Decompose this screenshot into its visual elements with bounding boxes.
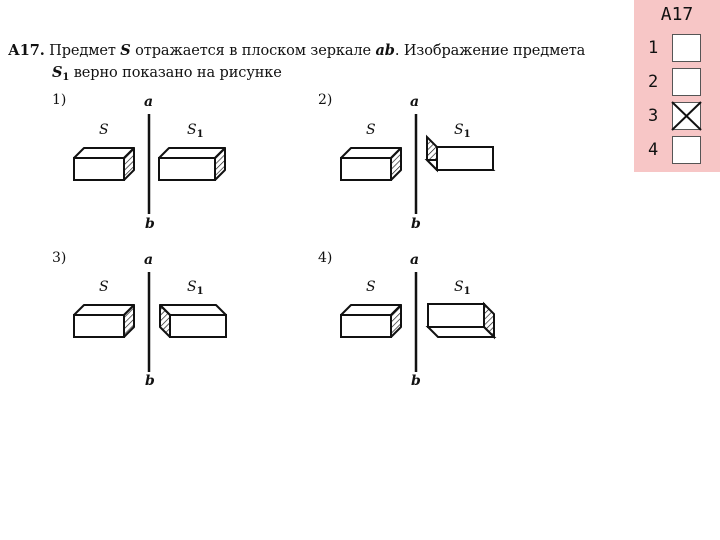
option-3-label-s: S	[99, 279, 109, 295]
answer-option-1[interactable]	[640, 34, 720, 64]
option-4-image-front	[428, 304, 484, 327]
option-3-object-front	[74, 315, 124, 337]
option-3-label-s1	[187, 279, 204, 297]
option-4-number: 4)	[318, 250, 333, 266]
answer-option-label: 2	[648, 72, 659, 92]
label-subscript: 1	[463, 286, 471, 297]
cross-mark-icon	[670, 100, 703, 132]
question-number: А17.	[8, 42, 45, 59]
option-2-number: 2)	[318, 92, 333, 108]
option-4-image-bottom	[428, 327, 494, 337]
option-4-mirror-a: a	[410, 252, 420, 268]
symbol-ab: ab	[375, 42, 395, 59]
answer-checkbox-4[interactable]	[672, 136, 701, 164]
answer-option-4[interactable]	[640, 136, 720, 166]
answer-option-2[interactable]	[640, 68, 720, 98]
question-text-part: . Изображение предмета	[394, 43, 586, 59]
option-1-label-s1	[187, 122, 204, 140]
answer-checkbox-1[interactable]	[672, 34, 701, 62]
label-s-text: S	[454, 122, 464, 138]
option-1-mirror-a: a	[144, 94, 154, 110]
option-2-object-front	[341, 158, 391, 180]
option-2-mirror-b: b	[411, 216, 421, 232]
question-text-part: верно показано на рисунке	[69, 65, 282, 81]
option-2-mirror-a: a	[410, 94, 420, 110]
answer-option-label: 3	[648, 106, 659, 126]
option-3-number: 3)	[52, 250, 67, 266]
option-4-label-s1	[454, 279, 471, 297]
symbol-s1: S	[52, 64, 63, 81]
label-subscript: 1	[196, 286, 204, 297]
label-s-text: S	[187, 279, 197, 295]
answer-checkbox-2[interactable]	[672, 68, 701, 96]
option-1-object-front	[74, 158, 124, 180]
option-1-number: 1)	[52, 92, 67, 108]
option-1-label-s: S	[99, 122, 109, 138]
option-4-object-front	[341, 315, 391, 337]
option-2-label-s: S	[366, 122, 376, 138]
answer-checkbox-3[interactable]	[672, 102, 701, 130]
question-text-part: Предмет	[49, 43, 121, 59]
answer-option-label: 4	[648, 140, 659, 160]
answer-option-label: 1	[648, 38, 659, 58]
option-4-mirror-b: b	[411, 373, 421, 389]
symbol-s1-subscript: 1	[62, 72, 70, 83]
option-1-mirror-b: b	[145, 216, 155, 232]
question-text-part: отражается в плоском зеркале	[130, 43, 376, 59]
option-1-image-front	[159, 158, 215, 180]
option-3-mirror-a: a	[144, 252, 154, 268]
option-3-mirror-b: b	[145, 373, 155, 389]
answer-panel	[634, 0, 720, 172]
answer-panel-title: А17	[660, 4, 694, 25]
label-s-text: S	[454, 279, 464, 295]
option-4-label-s: S	[366, 279, 376, 295]
option-3-image-front	[170, 315, 226, 337]
option-2-image-front	[437, 147, 493, 170]
answer-option-3[interactable]	[640, 102, 720, 132]
symbol-s: S	[120, 42, 131, 59]
option-2-label-s1	[454, 122, 471, 140]
label-subscript: 1	[463, 129, 471, 140]
label-subscript: 1	[196, 129, 204, 140]
label-s-text: S	[187, 122, 197, 138]
